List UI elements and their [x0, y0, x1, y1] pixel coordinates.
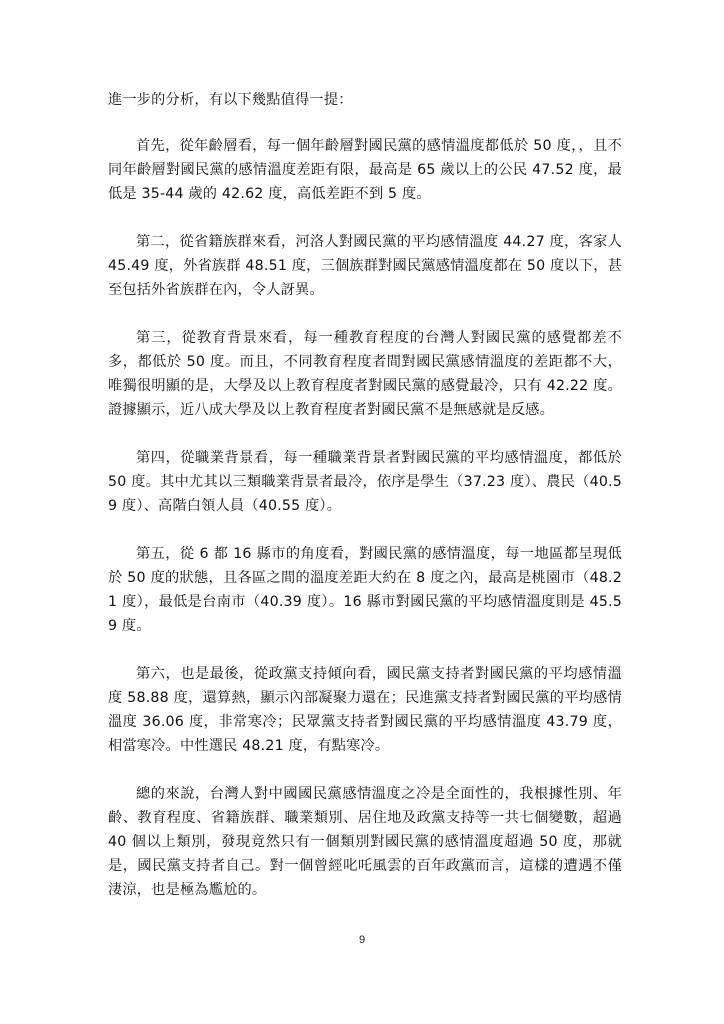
paragraph-region: 第五，從 6 都 16 縣市的角度看，對國民黨的感情溫度，每一地區都呈現低於 50 度的狀態，且各區之間的溫度差距大約在 8 度之內，最高是桃園市（48.21 度），最低是台南市（40.39 度）。16 縣市對國民黨的平均感情溫度則是 45.59 度。 — [108, 546, 622, 634]
paragraph-party: 第六，也是最後，從政黨支持傾向看，國民黨支持者對國民黨的平均感情溫度 58.88 度，還算熱，顯示內部凝聚力還在；民進黨支持者對國民黨的平均感情溫度 36.06 度，非常寒冷；民眾黨支持者對國民黨的平均感情溫度 43.79 度，相當寒冷。中性選民 48.21 度，有點寒冷。 — [108, 666, 622, 754]
paragraph-education: 第三，從教育背景來看，每一種教育程度的台灣人對國民黨的感覺都差不多，都低於 50 度。而且，不同教育程度者間對國民黨感情溫度的差距都不大，唯獨很明顯的是，大學及以上教育程度者對國民黨的感覺最冷，只有 42.22 度。證據顯示，近八成大學及以上教育程度者對國民黨不是無感就是反感。 — [108, 330, 622, 418]
document-body — [108, 88, 622, 926]
paragraph-age: 首先，從年齡層看，每一個年齡層對國民黨的感情溫度都低於 50 度，，且不同年齡層對國民黨的感情溫度差距有限，最高是 65 歲以上的公民 47.52 度，最低是 35-44 歲的 42.62 度，高低差距不到 5 度。 — [108, 138, 622, 202]
page-number: 9 — [358, 934, 366, 946]
paragraph-occupation: 第四，從職業背景看，每一種職業背景者對國民黨的平均感情溫度，都低於 50 度。其中尤其以三類職業背景者最冷，依序是學生（37.23 度）、農民（40.59 度）、高階白領人員（40.55 度）。 — [108, 450, 622, 514]
paragraph-conclusion: 總的來說，台灣人對中國國民黨感情溫度之冷是全面性的，我根據性別、年齡、教育程度、省籍族群、職業類別、居住地及政黨支持等一共七個變數，超過 40 個以上類別，發現竟然只有一個類別對國民黨的感情溫度超過 50 度，那就是，國民黨支持者自己。對一個曾經叱吒風雲的百年政黨而言，這樣的遭遇不僅淒涼，也是極為尷尬的。 — [108, 786, 622, 898]
paragraph-ethnicity: 第二，從省籍族群來看，河洛人對國民黨的平均感情溫度 44.27 度，客家人 45.49 度，外省族群 48.51 度，三個族群對國民黨感情溫度都在 50 度以下，甚至包括外省族群在內，令人訝異。 — [108, 234, 622, 298]
intro-line: 進一步的分析，有以下幾點值得一提： — [108, 92, 353, 108]
